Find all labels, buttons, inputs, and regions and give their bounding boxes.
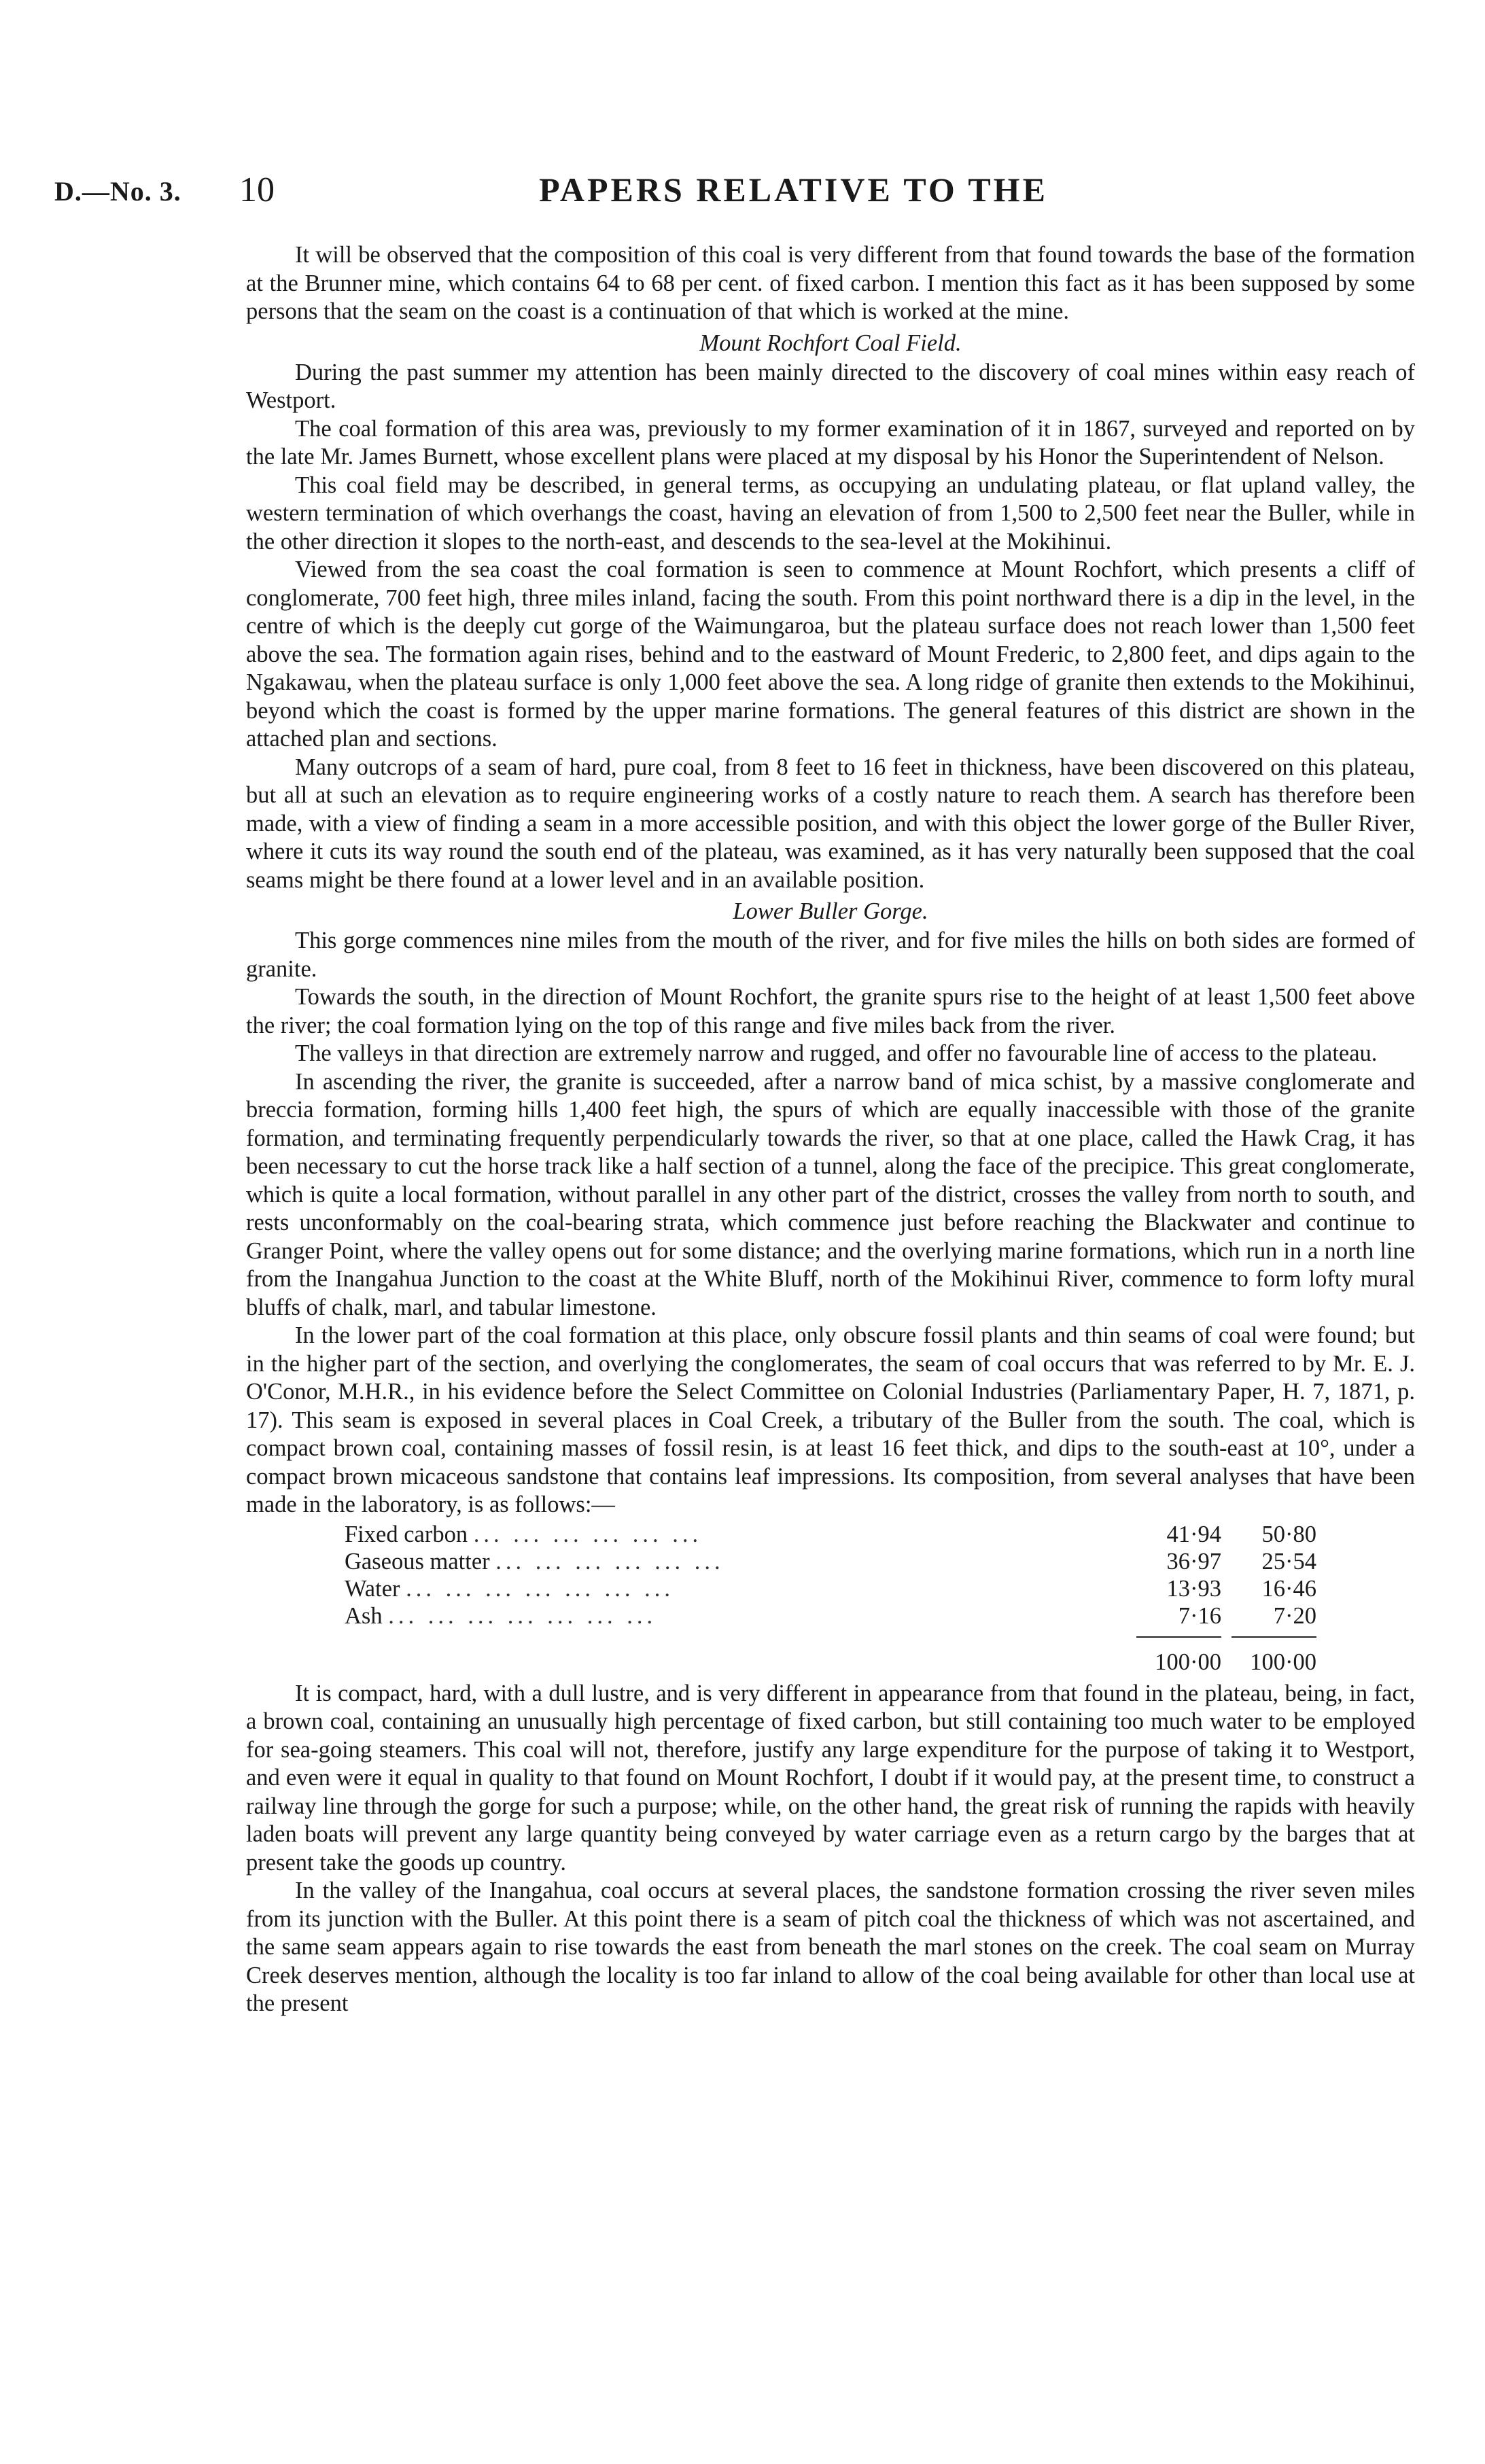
total-rule	[345, 1630, 1316, 1643]
rule-line	[1136, 1630, 1221, 1638]
value-first-analysis: 13·93	[1166, 1575, 1221, 1602]
coal-analysis-table	[345, 1521, 1316, 1676]
value-second-analysis: 25·54	[1261, 1548, 1316, 1574]
row-label: Gaseous matter	[345, 1548, 490, 1574]
paragraph: It is compact, hard, with a dull lustre, and is very different in appearance from that found in the plateau, being, in fact, a brown coal, containing an unusually high percentage of fixed carbon, but still containing too much water to be employed for sea-going steamers. This coal will not, therefore, justify any large expenditure for the purpose of taking it to Westport, and even were it equal in quality to that found on Mount Rochfort, I doubt if it would pay, at the present time, to construct a railway line through the gorge for such a purpose; while, on the other hand, the great risk of running the rapids with heavily laden boats will prevent any large quantity being conveyed by water carriage even as a return cargo by the barges that at present take the goods up country.	[246, 1680, 1415, 1876]
value-second-analysis: 50·80	[1261, 1521, 1316, 1547]
rule-line	[1231, 1630, 1316, 1638]
page-number: 10	[239, 171, 275, 209]
value-first-analysis: 36·97	[1166, 1548, 1221, 1574]
value-second-analysis: 16·46	[1261, 1575, 1316, 1602]
page-body	[246, 241, 1415, 2018]
dot-leader: ... ... ... ... ... ...	[495, 1548, 724, 1574]
paragraph: In the valley of the Inangahua, coal occurs at several places, the sandstone formation crossing the river seven miles from its junction with the Buller. At this point there is a seam of pitch coal the thickness of which was not ascertained, and the same seam appears again to rise towards the east from beneath the marl stones on the creek. The coal seam on Murray Creek deserves mention, although the locality is too far inland to allow of the coal being available for other than local use at the present	[246, 1878, 1415, 2016]
dot-leader: ... ... ... ... ... ...	[473, 1521, 703, 1547]
paragraph: This gorge commences nine miles from the mouth of the river, and for five miles the hills on both sides are formed of granite.	[246, 928, 1415, 982]
value-first-analysis: 7·16	[1178, 1602, 1221, 1629]
paragraph: This coal field may be described, in general terms, as occupying an undulating plateau, or flat upland valley, the western termination of which overhangs the coast, having an elevation of from 1,500 to 2,500 feet near the Buller, while in the other direction it slopes to the north-east, and descends to the sea-level at the Mokihinui.	[246, 472, 1415, 555]
paragraph: Many outcrops of a seam of hard, pure coal, from 8 feet to 16 feet in thickness, have been discovered on this plateau, but all at such an elevation as to require engineering works of a costly nature to reach them. A search has therefore been made, with a view of finding a seam in a more accessible position, and with this object the lower gorge of the Buller River, where it cuts its way round the south end of the plateau, was examined, as it has very naturally been supposed that the coal seams might be there found at a lower level and in an available position.	[246, 754, 1415, 893]
row-label: Ash	[345, 1602, 383, 1629]
table-row	[345, 1521, 1316, 1548]
paragraph: In the lower part of the coal formation at this place, only obscure fossil plants and thin seams of coal were found; but in the higher part of the section, and overlying the conglomerates, the seam of coal occurs that was referred to by Mr. E. J. O'Conor, M.H.R., in his evidence before the Select Committee on Colonial Industries (Parliamentary Paper, H. 7, 1871, p. 17). This seam is exposed in several places in Coal Creek, a tributary of the Buller from the south. The coal, which is compact brown coal, containing masses of fossil resin, is at least 16 feet thick, and dips to the south-east at 10°, under a compact brown micaceous sandstone that contains leaf impressions. Its composition, from several analyses that have been made in the laboratory, is as follows:—	[246, 1322, 1415, 1517]
value-first-analysis: 41·94	[1166, 1521, 1221, 1547]
total-first-analysis: 100·00	[1155, 1649, 1221, 1675]
table-row	[345, 1602, 1316, 1630]
document-reference: D.—No. 3.	[54, 176, 181, 207]
running-title: PAPERS RELATIVE TO THE	[539, 171, 1048, 209]
paragraph: It will be observed that the composition of this coal is very different from that found towards the base of the formation at the Brunner mine, which contains 64 to 68 per cent. of fixed carbon. I mention this fact as it has been supposed by some persons that the seam on the coast is a continuation of that which is worked at the mine.	[246, 242, 1415, 324]
dot-leader: ... ... ... ... ... ... ...	[388, 1602, 657, 1629]
paragraph: In ascending the river, the granite is succeeded, after a narrow band of mica schist, by a massive conglomerate and breccia formation, forming hills 1,400 feet high, the spurs of which are equally inaccessible with those of the granite formation, and terminating frequently perpendicularly towards the river, so that at one place, called the Hawk Crag, it has been necessary to cut the horse track like a half section of a tunnel, along the face of the precipice. This great conglomerate, which is quite a local formation, without parallel in any other part of the district, crosses the valley from north to south, and rests unconformably on the coal-bearing strata, which commence just before reaching the Blackwater and continue to Granger Point, where the valley opens out for some distance; and the overlying marine formations, which run in a north line from the Inangahua Junction to the coast at the White Bluff, north of the Mokihinui River, commence to form lofty mural bluffs of chalk, marl, and tabular limestone.	[246, 1068, 1415, 1320]
table-row	[345, 1575, 1316, 1602]
section-heading-lower-buller-gorge: Lower Buller Gorge.	[733, 898, 928, 924]
row-label: Water	[345, 1575, 400, 1602]
paragraph: The valleys in that direction are extremely narrow and rugged, and offer no favourable line of access to the plateau.	[295, 1040, 1378, 1066]
page-header	[0, 170, 1485, 217]
dot-leader: ... ... ... ... ... ... ...	[406, 1575, 674, 1602]
table-total-row	[345, 1649, 1316, 1676]
total-second-analysis: 100·00	[1250, 1649, 1316, 1675]
paragraph: The coal formation of this area was, previously to my former examination of it in 1867, surveyed and reported on by the late Mr. James Burnett, whose excellent plans were placed at my disposal by his Honor the Superintendent of Nelson.	[246, 415, 1415, 470]
paragraph: Towards the south, in the direction of Mount Rochfort, the granite spurs rise to the height of at least 1,500 feet above the river; the coal formation lying on the top of this range and five miles back from the river.	[246, 984, 1415, 1038]
paragraph: Viewed from the sea coast the coal formation is seen to commence at Mount Rochfort, which presents a cliff of conglomerate, 700 feet high, three miles inland, facing the south. From this point northward there is a dip in the level, in the centre of which is the deeply cut gorge of the Waimungaroa, but the plateau surface does not reach lower than 1,500 feet above the sea. The formation again rises, behind and to the eastward of Mount Frederic, to 2,800 feet, and dips again to the Ngakawau, when the plateau surface is only 1,000 feet above the sea. A long ridge of granite then extends to the Mokihinui, beyond which the coast is formed by the upper marine formations. The general features of this district are shown in the attached plan and sections.	[246, 557, 1415, 752]
paragraph: During the past summer my attention has been mainly directed to the discovery of coal mines within easy reach of Westport.	[246, 359, 1415, 413]
table-row	[345, 1548, 1316, 1575]
row-label: Fixed carbon	[345, 1521, 468, 1547]
section-heading-mount-rochfort: Mount Rochfort Coal Field.	[699, 330, 962, 356]
value-second-analysis: 7·20	[1273, 1602, 1316, 1629]
